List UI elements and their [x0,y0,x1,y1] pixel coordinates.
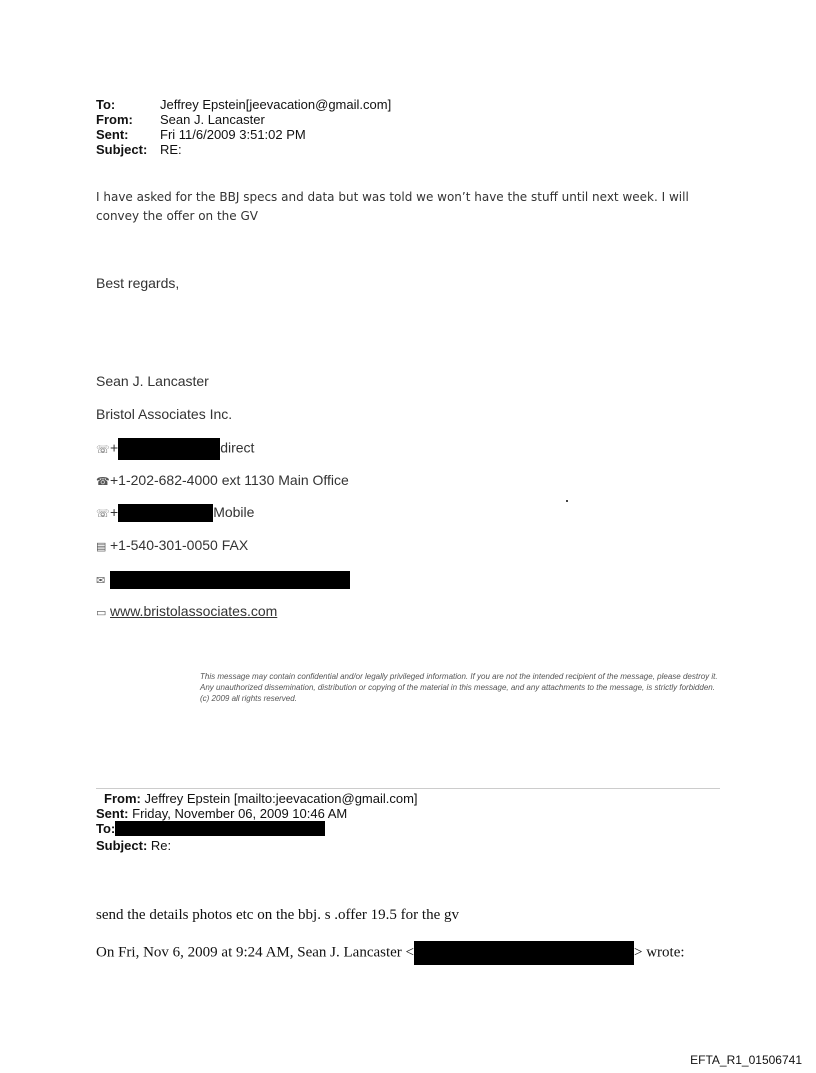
quote-prefix: On Fri, Nov 6, 2009 at 9:24 AM, Sean J. Lancaster < [96,944,415,961]
from-value: Sean J. Lancaster [160,112,265,127]
mobile-phone-icon: ☏ [96,508,110,520]
signature-direct-line [96,438,254,460]
main-office-number: +1-202-682-4000 ext 1130 Main Office [110,472,349,488]
email-body-line-2: convey the offer on the GV [96,209,258,223]
computer-icon: ▭ [96,607,107,619]
from2-value: Jeffrey Epstein [mailto:jeevacation@gmail.com] [144,791,418,806]
telephone-icon: ☎ [96,476,110,488]
quote-suffix: > wrote: [634,944,685,961]
redaction-bar [110,571,350,589]
signature-company: Bristol Associates Inc. [96,406,233,422]
sent2-value: Friday, November 06, 2009 10:46 AM [132,806,348,821]
redaction-bar [118,504,213,522]
email-body-line-1: I have asked for the BBJ specs and data but was told we won’t have the stuff until next week. I will [96,190,689,204]
header2-subject-row [96,838,171,853]
divider [96,788,720,789]
website-link[interactable]: www.bristolassociates.com [110,603,278,619]
envelope-icon: ✉ [96,575,106,587]
redaction-bar [115,821,325,836]
mobile-phone-icon: ☏ [96,443,110,456]
to-value: Jeffrey Epstein[jeevacation@gmail.com] [160,97,392,112]
sent-label: Sent: [96,127,129,142]
direct-prefix: + [110,439,119,456]
fax-number: +1-540-301-0050 FAX [110,537,249,553]
subject2-value: Re: [150,838,172,853]
direct-suffix: direct [220,439,255,456]
from-label: From: [96,112,133,127]
sent2-label: Sent: [96,806,129,821]
from2-label: From: [104,791,141,806]
header-from-row [96,112,265,127]
email2-body: send the details photos etc on the bbj. s .offer 19.5 for the gv [96,907,459,923]
sent-value: Fri 11/6/2009 3:51:02 PM [160,127,306,142]
quote-line [96,941,685,965]
signature-mobile-line [96,504,254,522]
header2-sent-row [96,806,347,821]
signature-fax-line [96,537,248,553]
mobile-suffix: Mobile [213,504,255,520]
header-sent-row [96,127,306,142]
stray-dot [566,500,568,502]
to-label: To: [96,97,116,112]
signature-website-line [96,603,277,619]
disclaimer-text: This message may contain confidential and/or legally privileged information. If you are not the intended recipient of the message, please destroy it. Any unauthorized dissemination, distribution or copying of the material in this message, and any attachments to the message, is strictly forbidden. (c) 2009 all rights reserved. [200,672,718,703]
signature-main-office-line [96,472,349,488]
header2-from-row [104,791,418,806]
header-to-row [96,97,391,112]
signature-email-line [96,571,350,589]
subject-label: Subject: [96,142,148,157]
header-subject-row [96,142,182,157]
subject-value: RE: [160,142,182,157]
header2-to-row [96,821,325,836]
redaction-bar [414,941,634,965]
signature-name: Sean J. Lancaster [96,373,209,389]
fax-icon: ▤ [96,541,107,553]
document-id: EFTA_R1_01506741 [690,1053,802,1067]
closing-text: Best regards, [96,275,180,291]
mobile-prefix: + [110,504,119,520]
subject2-label: Subject: [96,838,148,853]
redaction-bar [118,438,220,460]
to2-label: To: [96,821,116,836]
